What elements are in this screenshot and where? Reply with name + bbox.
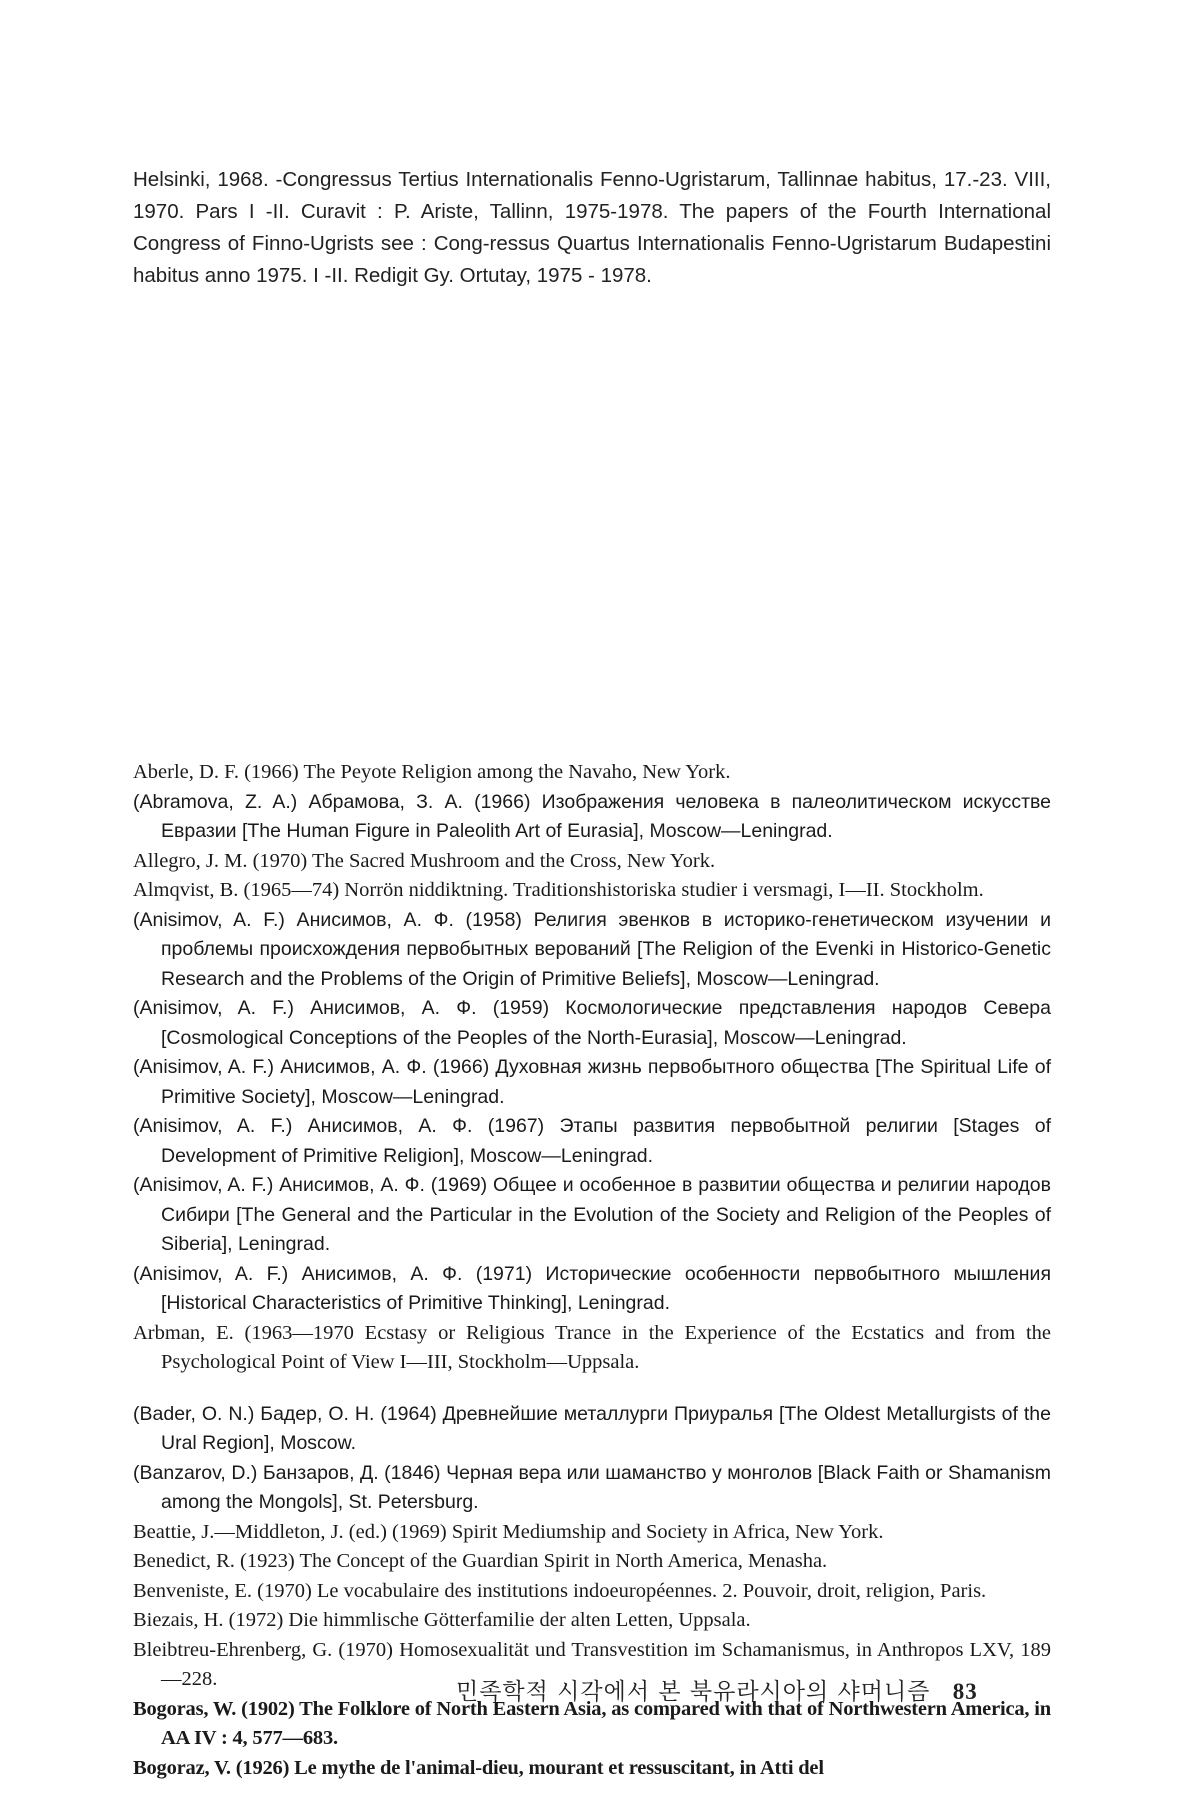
reference-entry: Bleibtreu-Ehrenberg, G. (1970) Homosexualität und Transvestition im Schamanismus, in Anthropos LXV, 189—228. <box>133 1638 1051 1690</box>
reference-entry: (Anisimov, A. F.) Анисимов, А. Ф. (1969) Общее и особенное в развитии общества и религии народов Сибири [The General and the Particular in the Evolution of the Society and Religion of the Peoples of Siberia], Leningrad. <box>133 1174 1051 1255</box>
reference-entry: Biezais, H. (1972) Die himmlische Götterfamilie der alten Letten, Uppsala. <box>133 1609 751 1631</box>
reference-entry: Benedict, R. (1923) The Concept of the Guardian Spirit in North America, Menasha. <box>133 1550 828 1572</box>
reference-entry: Bogoraz, V. (1926) Le mythe de l'animal-dieu, mourant et ressuscitant, in Atti del <box>133 1756 824 1779</box>
reference-entry: Bogoras, W. (1902) The Folklore of North Eastern Asia, as compared with that of Northwestern America, in AA IV : 4, 577—683. <box>133 1697 1051 1749</box>
page-number: 83 <box>952 1679 978 1704</box>
reference-entry: (Banzarov, D.) Банзаров, Д. (1846) Черная вера или шаманство у монголов [Black Faith or Shamanism among the Mongols], St. Petersburg. <box>133 1461 1051 1513</box>
reference-entry: (Anisimov, A. F.) Анисимов, А. Ф. (1966) Духовная жизнь первобытного общества [The Spiritual Life of Primitive Society], Moscow—Leningrad. <box>133 1056 1051 1108</box>
reference-entry: (Bader, O. N.) Бадер, О. Н. (1964) Древнейшие металлурги Приуралья [The Oldest Metallurgists of the Ural Region], Moscow. <box>133 1402 1051 1454</box>
reference-entry: Allegro, J. M. (1970) The Sacred Mushroom and the Cross, New York. <box>133 849 716 872</box>
reference-entry: (Anisimov, A. F.) Анисимов, А. Ф. (1971) Исторические особенности первобытного мышления [Historical Characteristics of Primitive Thinking], Leningrad. <box>133 1262 1051 1314</box>
running-title: 민족학적 시각에서 본 북유라시아의 샤머니즘 <box>456 1679 931 1705</box>
intro-paragraph: Helsinki, 1968. -Congressus Tertius Internationalis Fenno-Ugristarum, Tallinnae habitus, 17.-23. VIII, 1970. Pars I -II. Curavit : P. Ariste, Tallinn, 1975-1978. The papers of the Fourth International Congress of Finno-Ugrists see : Cong-ressus Quartus Internationalis Fenno-Ugristarum Budapestini habitus anno 1975. I -II. Redigit Gy. Ortutay, 1975 - 1978. <box>133 167 1051 287</box>
reference-entry: (Abramova, Z. A.) Абрамова, З. А. (1966) Изображения человека в палеолитическом искусстве Евразии [The Human Figure in Paleolith Art of Eurasia], Moscow—Leningrad. <box>133 790 1051 842</box>
bibliography-list <box>133 758 1051 1783</box>
reference-entry: (Anisimov, A. F.) Анисимов, А. Ф. (1967) Этапы развития первобытной религии [Stages of Development of Primitive Religion], Moscow—Leningrad. <box>133 1115 1051 1167</box>
reference-entry: (Anisimov, A. F.) Анисимов, А. Ф. (1959) Космологические представления народов Севера [Cosmological Conceptions of the Peoples of the North-Eurasia], Moscow—Leningrad. <box>133 997 1051 1049</box>
reference-entry: Beattie, J.—Middleton, J. (ed.) (1969) Spirit Mediumship and Society in Africa, New York. <box>133 1520 884 1543</box>
reference-entry: Aberle, D. F. (1966) The Peyote Religion among the Navaho, New York. <box>133 761 731 783</box>
reference-entry: Benveniste, E. (1970) Le vocabulaire des institutions indoeuropéennes. 2. Pouvoir, droit, religion, Paris. <box>133 1579 987 1602</box>
page-footer <box>456 1673 1016 1706</box>
reference-entry: Arbman, E. (1963—1970 Ecstasy or Religious Trance in the Experience of the Ecstatics and from the Psychological Point of View I—III, Stockholm—Uppsala. <box>133 1321 1051 1373</box>
reference-entry: (Anisimov, A. F.) Анисимов, А. Ф. (1958) Религия эвенков в историко-генетическом изучении и проблемы происхождения первобытных верований [The Religion of the Evenki in Historico-Genetic Research and the Problems of the Origin of Primitive Beliefs], Moscow—Leningrad. <box>133 908 1051 990</box>
reference-entry: Almqvist, B. (1965—74) Norrön niddiktning. Traditionshistoriska studier i versmagi, I—II. Stockholm. <box>133 879 984 901</box>
